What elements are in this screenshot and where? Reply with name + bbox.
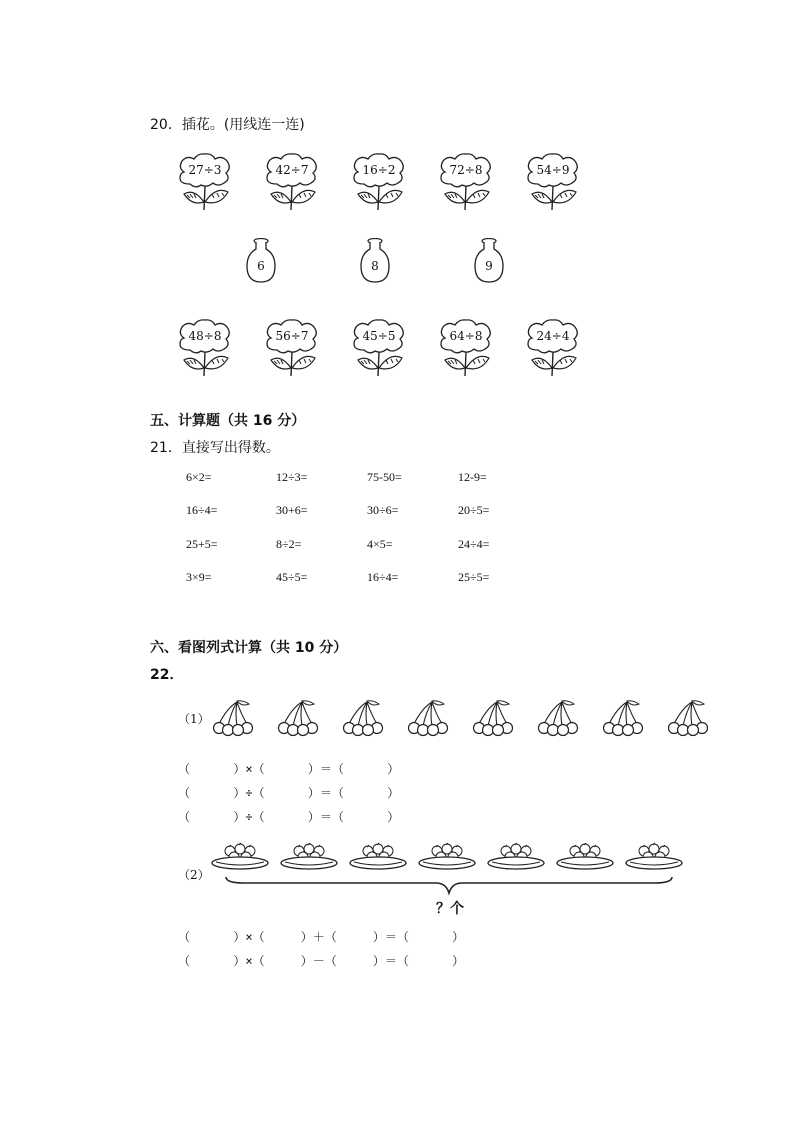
fruit-plate-icon (555, 838, 615, 876)
calculation-item: 20÷5= (458, 503, 490, 517)
flower-expression: 24÷4 (536, 329, 570, 343)
fruit-plate-icon (624, 838, 684, 876)
part-2-label: （2） (178, 868, 210, 882)
flower-card[interactable] (348, 152, 410, 214)
calculation-item: 45÷5= (276, 570, 308, 584)
flower-icon (348, 152, 410, 214)
calculation-item: 75-50= (367, 470, 402, 484)
cherry-icon (536, 698, 580, 742)
question-22-title: 22． (150, 667, 184, 683)
calculation-item: 24÷4= (458, 537, 490, 551)
flower-icon (261, 318, 323, 380)
flower-expression: 45÷5 (362, 329, 396, 343)
fruit-plate-icon (279, 838, 339, 876)
fruit-plate-icon (210, 838, 270, 876)
section-5-title: 五、计算题（共 16 分） (150, 413, 306, 429)
cherry-icon (601, 698, 645, 742)
flower-card[interactable] (435, 318, 497, 380)
part-1-label: （1） (178, 712, 210, 726)
flower-icon (522, 318, 584, 380)
calculation-item: 6×2= (186, 470, 212, 484)
flower-icon (522, 152, 584, 214)
section-6-title: 六、看图列式计算（共 10 分） (150, 640, 348, 656)
flower-card[interactable] (261, 152, 323, 214)
calculation-item: 16÷4= (367, 570, 399, 584)
part-1-blank-line[interactable]: （ ）÷（ ）＝（ ） (178, 786, 400, 800)
calculation-item: 30+6= (276, 503, 308, 517)
brace-label: ？个 (436, 901, 464, 917)
vase-number: 6 (257, 259, 265, 273)
calculation-item: 8÷2= (276, 537, 302, 551)
calculation-item: 12÷3= (276, 470, 308, 484)
part-1-blank-line[interactable]: （ ）×（ ）＝（ ） (178, 762, 400, 776)
fruit-plate-icon (486, 838, 546, 876)
cherry-icon (276, 698, 320, 742)
flower-card[interactable] (522, 152, 584, 214)
flower-expression: 64÷8 (449, 329, 483, 343)
part-1-blank-line[interactable]: （ ）÷（ ）＝（ ） (178, 810, 400, 824)
calculation-item: 16÷4= (186, 503, 218, 517)
flower-icon (174, 318, 236, 380)
flower-card[interactable] (522, 318, 584, 380)
calculation-item: 25+5= (186, 537, 218, 551)
cherry-icon (341, 698, 385, 742)
flower-expression: 72÷8 (449, 163, 483, 177)
part-2-blank-line[interactable]: （ ）×（ ）＋（ ）＝（ ） (178, 930, 465, 944)
brace-icon (224, 873, 674, 899)
flower-card[interactable] (348, 318, 410, 380)
flower-expression: 48÷8 (188, 329, 222, 343)
calculation-item: 3×9= (186, 570, 212, 584)
flower-card[interactable] (174, 318, 236, 380)
cherry-icon (211, 698, 255, 742)
calculation-item: 25÷5= (458, 570, 490, 584)
question-20-title: 20．插花。(用线连一连) (150, 117, 305, 133)
calculation-item: 30÷6= (367, 503, 399, 517)
flower-icon (435, 318, 497, 380)
vase[interactable] (245, 238, 277, 284)
vase-number: 8 (371, 259, 379, 273)
fruit-plate-icon (417, 838, 477, 876)
flower-icon (261, 152, 323, 214)
flower-expression: 56÷7 (275, 329, 309, 343)
flower-expression: 54÷9 (536, 163, 570, 177)
vase[interactable] (359, 238, 391, 284)
flower-card[interactable] (435, 152, 497, 214)
cherry-icon (666, 698, 710, 742)
flower-card[interactable] (174, 152, 236, 214)
flower-expression: 16÷2 (362, 163, 396, 177)
calculation-item: 4×5= (367, 537, 393, 551)
calculation-item: 12-9= (458, 470, 487, 484)
part-2-blank-line[interactable]: （ ）×（ ）－（ ）＝（ ） (178, 954, 465, 968)
flower-icon (174, 152, 236, 214)
flower-expression: 27÷3 (188, 163, 222, 177)
vase-number: 9 (485, 259, 493, 273)
flower-icon (435, 152, 497, 214)
flower-card[interactable] (261, 318, 323, 380)
question-21-title: 21．直接写出得数。 (150, 440, 280, 456)
cherry-icon (406, 698, 450, 742)
vase[interactable] (473, 238, 505, 284)
flower-expression: 42÷7 (275, 163, 309, 177)
cherry-icon (471, 698, 515, 742)
fruit-plate-icon (348, 838, 408, 876)
flower-icon (348, 318, 410, 380)
